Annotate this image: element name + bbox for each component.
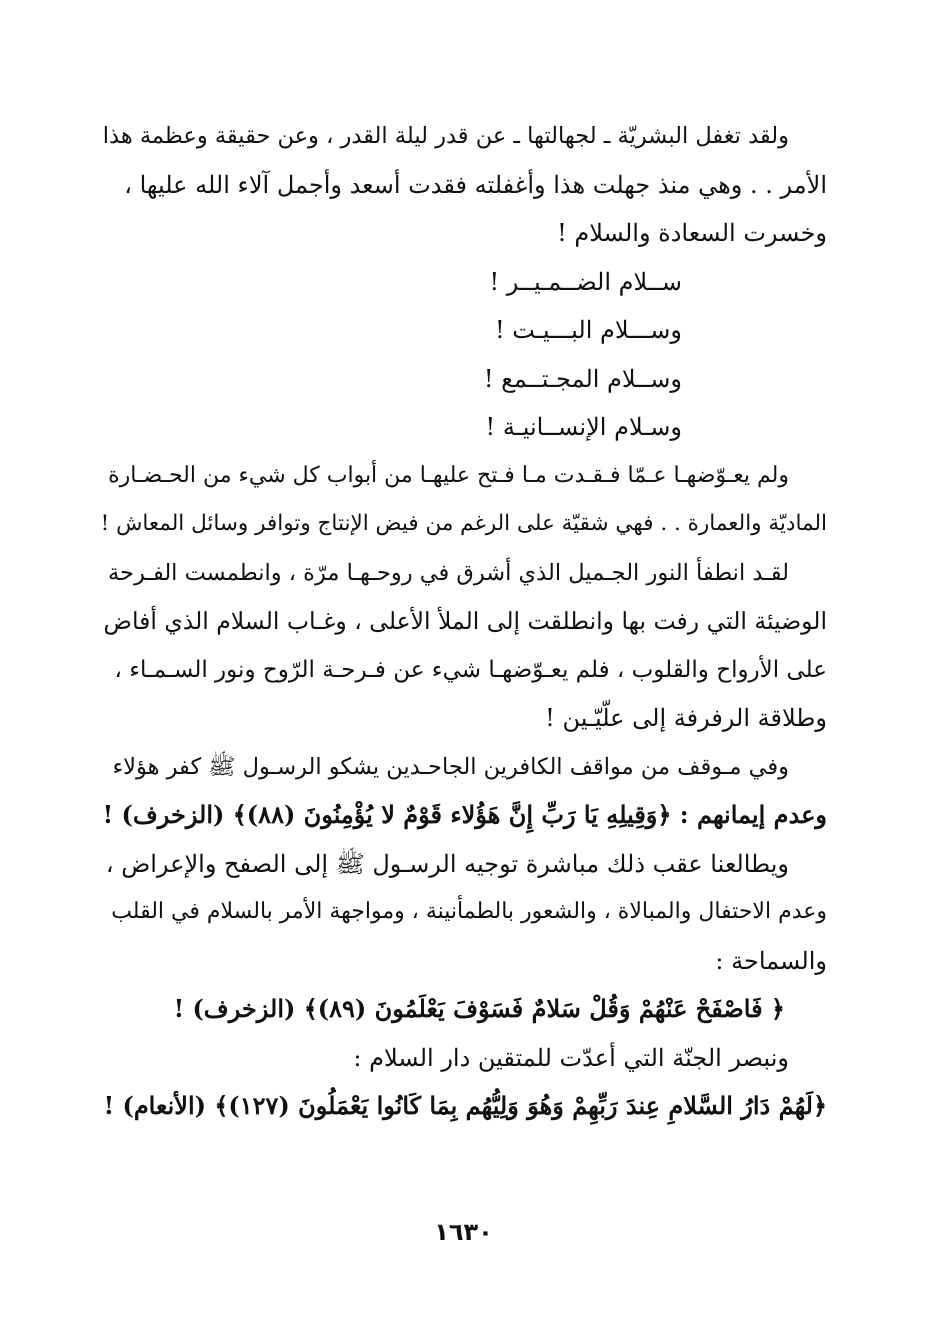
text-line: وطلاقة الرفرفة إلى علّيّـين ! xyxy=(545,704,827,732)
poem-line: وسـلام الإنســانيـة ! xyxy=(485,413,682,441)
text-line: والسماحة : xyxy=(715,946,827,975)
text-line: لقـد انطفأ النور الجـميل الذي أشرق في روحـهـا مرّة ، وانطمست الفـرحة xyxy=(107,559,789,586)
text-line: ونبصر الجنّة التي أعدّت للمتقين دار السلام : xyxy=(353,1043,789,1072)
text-line: الأمر . . وهي منذ جهلت هذا وأغفلته فقدت أسعد وأجمل آلاء الله عليها ، xyxy=(124,170,827,199)
poem-line: وســلام المجـتــمع ! xyxy=(483,364,682,393)
text-line: وخسرت السعادة والسلام ! xyxy=(557,219,827,247)
poem-line: وســـلام البـــيـت ! xyxy=(494,316,682,344)
text-line: الوضيئة التي رفت بها وانطلقت إلى الملأ الأعلى ، وغـاب السلام الذي أفاض xyxy=(103,607,827,635)
text-line: وعدم الاحتفال والمبالاة ، والشعور بالطمأنينة ، ومواجهة الأمر بالسلام في القلب xyxy=(111,899,827,924)
text-line: على الأرواح والقلوب ، فلم يعـوّضهـا شيء عن فـرحـة الرّوح ونور السـمـاء ، xyxy=(114,656,827,683)
body-text xyxy=(100,112,827,1131)
text-line: ولم يعـوّضهـا عـمّا فـقـدت مـا فـتح عليهـا من أبواب كل شيء من الحـضـارة xyxy=(108,462,789,488)
quran-verse: ﴿ فَاصْفَحْ عَنْهُمْ وَقُلْ سَلامٌ فَسَوْفَ يَعْلَمُونَ (٨٩)﴾ (الزخرف) ! xyxy=(173,994,785,1023)
text-line: ويطالعنا عقب ذلك مباشرة توجيه الرسـول ﷺ إلى الصفح والإعراض ، xyxy=(105,849,789,878)
text-line: الماديّة والعمارة . . فهي شقيّة على الرغم من فيض الإنتاج وتوافر وسائل المعاش ! xyxy=(100,511,827,536)
text-line: ولقد تغفل البشريّة ـ لجهالتها ـ عن قدر ليلة القدر ، وعن حقيقة وعظمة هذا xyxy=(102,123,789,149)
page-number: ١٦٣٠ xyxy=(434,1218,493,1246)
text-line: وفي مـوقف من مواقف الكافرين الجاحـدين يشكو الرسـول ﷺ كفر هؤلاء xyxy=(112,753,789,780)
quran-verse: ﴿لَهُمْ دَارُ السَّلامِ عِندَ رَبِّهِمْ وَهُوَ وَلِيُّهُم بِمَا كَانُوا يَعْمَلُونَ (١٢٧)﴾ (الأنعام) ! xyxy=(103,1091,827,1120)
quran-quote-line: وعدم إيمانهم : ﴿وَقِيلِهِ يَا رَبِّ إِنَّ هَؤُلاء قَوْمٌ لا يُؤْمِنُونَ (٨٨)﴾ (الزخرف) ! xyxy=(102,800,827,829)
poem-line: ســلام الضــمـيــر ! xyxy=(489,267,682,296)
